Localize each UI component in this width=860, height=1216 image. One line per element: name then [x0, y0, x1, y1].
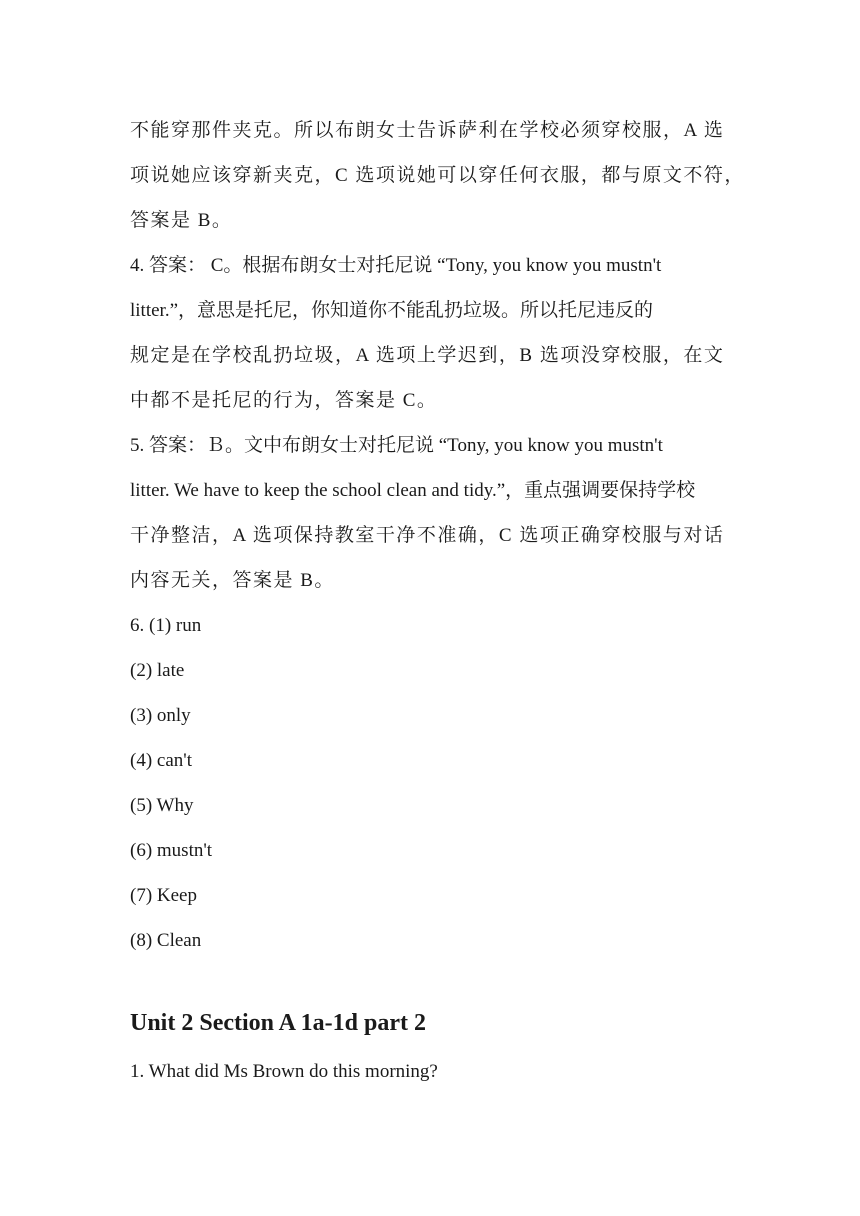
fill-in-item: (6) mustn't [130, 840, 213, 861]
fill-in-item: (7) Keep [130, 885, 197, 906]
fill-in-item: (5) Why [130, 795, 194, 816]
fill-in-item: (4) can't [130, 750, 192, 771]
question-1: 1. What did Ms Brown do this morning? [130, 1061, 438, 1082]
answer-5-line-3: 干净整洁，A 选项保持教室干净不准确，C 选项正确穿校服与对话 [130, 525, 725, 546]
answer-4-line-1: 4. 答案： C。根据布朗女士对托尼说 “Tony, you know you mustn't [130, 255, 662, 276]
answer-5-line-1: 5. 答案：Ｂ。文中布朗女士对托尼说 “Tony, you know you mustn't [130, 435, 663, 456]
answer-4-line-4: 中都不是托尼的行为，答案是 C。 [130, 390, 438, 411]
document-page [130, 108, 745, 1082]
answer-line-3: 答案是 B。 [130, 210, 233, 231]
answer-line-1: 不能穿那件夹克。所以布朗女士告诉萨利在学校必须穿校服，A 选 [130, 120, 725, 141]
section-heading: Unit 2 Section A 1a-1d part 2 [130, 1010, 427, 1036]
answer-4-line-3: 规定是在学校乱扔垃圾，A 选项上学迟到，B 选项没穿校服，在文 [130, 345, 725, 366]
fill-in-item: (8) Clean [130, 930, 202, 951]
fill-in-item: (3) only [130, 705, 191, 726]
answer-4-line-2: litter.”，意思是托尼，你知道你不能乱扔垃圾。所以托尼违反的 [130, 300, 654, 321]
fill-in-item: (2) late [130, 660, 185, 681]
answer-line-2: 项说她应该穿新夹克，C 选项说她可以穿任何衣服，都与原文不符， [130, 165, 745, 186]
answer-5-line-4: 内容无关，答案是 B。 [130, 570, 335, 591]
fill-in-item: 6. (1) run [130, 615, 202, 636]
answer-5-line-2: litter. We have to keep the school clean and tidy.”，重点强调要保持学校 [130, 480, 696, 501]
